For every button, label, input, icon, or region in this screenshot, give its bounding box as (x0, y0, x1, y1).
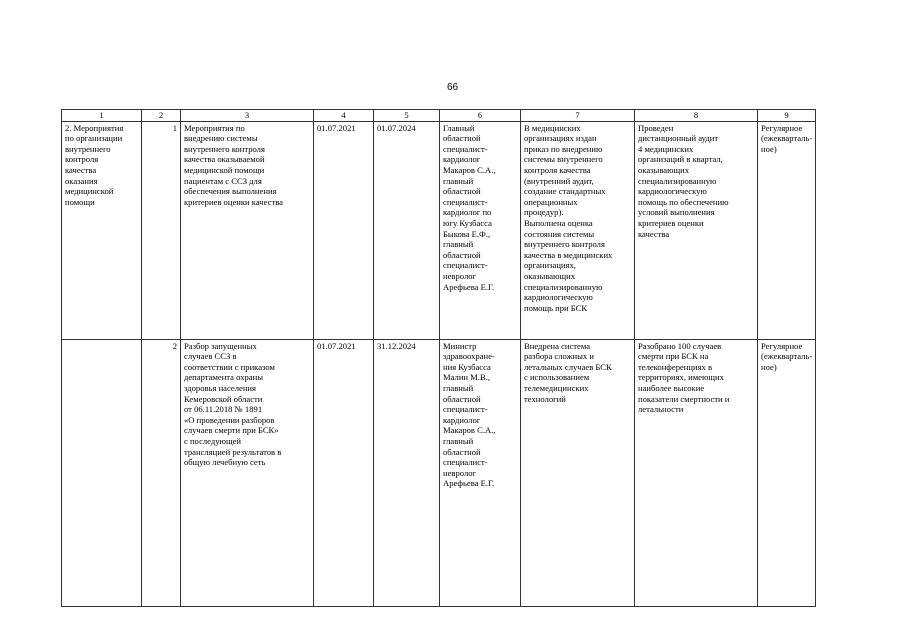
responsible-cell: Главный областной специалист- кардиолог Макаров С.А., главный областной специалист- кардиолог по югу Кузбасса Быкова Е.Ф., главный областной специалист- невролог Арефьева Е.Г. (440, 121, 521, 339)
frequency-cell: Регулярное (ежекварталь- ное) (758, 339, 816, 606)
header-cell: 9 (758, 110, 816, 122)
activity-cell: Разбор запущенных случаев ССЗ в соответствии с приказом департамента охраны здоровья населения Кемеровской области от 06.11.2018 № 1891 «О проведении разборов случаев смерти при БСК» с последующей трансляцией результатов в общую лечебную сеть (181, 339, 314, 606)
group-cell: 2. Мероприятия по организации внутреннего контроля качества оказания медицинской помощи (62, 121, 142, 339)
header-cell: 3 (181, 110, 314, 122)
table-row (62, 121, 816, 339)
header-cell: 4 (314, 110, 374, 122)
header-cell: 8 (635, 110, 758, 122)
header-cell: 1 (62, 110, 142, 122)
header-cell: 2 (142, 110, 181, 122)
indicator-cell: Проведен дистанционный аудит 4 медицинских организаций в квартал, оказывающих специализированную кардиологическую помощь по обеспечению условий выполнения критериев оценки качества (635, 121, 758, 339)
header-cell: 6 (440, 110, 521, 122)
activity-cell: Мероприятия по внедрению системы внутреннего контроля качества оказываемой медицинской помощи пациентам с ССЗ для обеспечения выполнения критериев оценки качества (181, 121, 314, 339)
plan-table (61, 109, 816, 607)
header-cell: 5 (374, 110, 440, 122)
responsible-cell: Министр здравоохране- ния Кузбасса Малин М.В., главный областной специалист- кардиолог Макаров С.А., главный областной специалист- невролог Арефьева Е.Г. (440, 339, 521, 606)
indicator-cell: Разобрано 100 случаев смерти при БСК на телеконференциях в территориях, имеющих наиболее высокие показатели смертности и летальности (635, 339, 758, 606)
group-cell (62, 339, 142, 606)
frequency-cell: Регулярное (ежекварталь- ное) (758, 121, 816, 339)
number-cell: 1 (142, 121, 181, 339)
result-cell: Внедрена система разбора сложных и летальных случаев БСК с использованием телемедицинских технологий (521, 339, 635, 606)
end-date-cell: 31.12.2024 (374, 339, 440, 606)
start-date-cell: 01.07.2021 (314, 339, 374, 606)
result-cell: В медицинских организациях издан приказ по внедрению системы внутреннего контроля качества (внутренний аудит, создание стандартных операционных процедур). Выполнена оценка состояния системы внутреннего контроля качества в медицинских организациях, оказывающих специализированную кардиологическую помощь при БСК (521, 121, 635, 339)
table-header-row (62, 110, 816, 122)
number-cell: 2 (142, 339, 181, 606)
start-date-cell: 01.07.2021 (314, 121, 374, 339)
page-number: 66 (446, 82, 459, 93)
end-date-cell: 01.07.2024 (374, 121, 440, 339)
header-cell: 7 (521, 110, 635, 122)
table-row (62, 339, 816, 606)
